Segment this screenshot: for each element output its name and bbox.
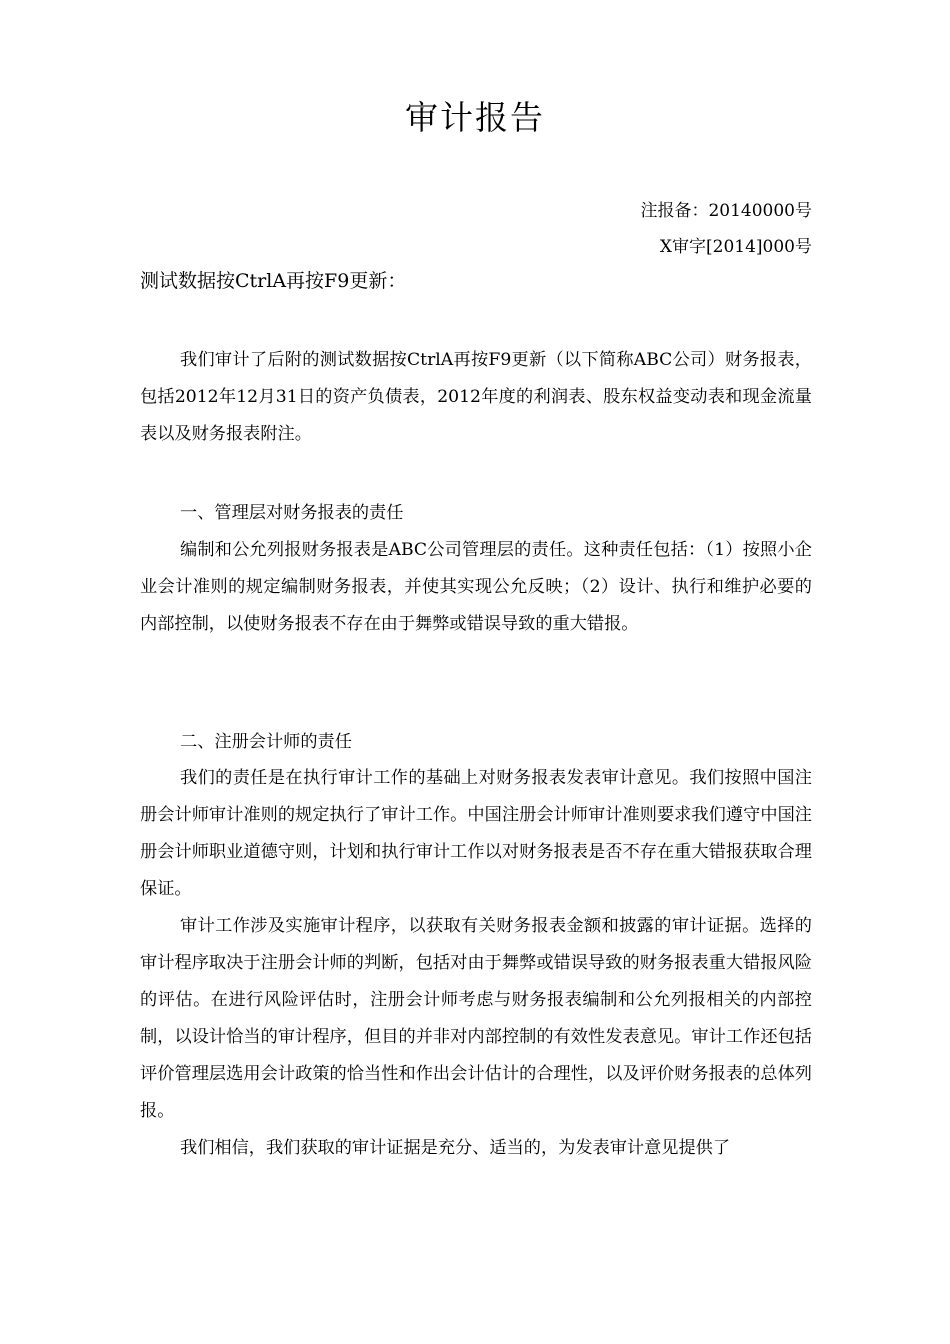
section1-paragraph: 编制和公允列报财务报表是ABC公司管理层的责任。这种责任包括：（1）按照小企业会计准则的规定编制财务报表，并使其实现公允反映；（2）设计、执行和维护必要的内部控制，以使财务报表不存在由于舞弊或错误导致的重大错报。 <box>140 540 812 634</box>
report-number: X审字[2014]000号 <box>659 237 812 257</box>
section2-body <box>140 760 812 1167</box>
filing-number: 注报备：20140000号 <box>640 201 812 221</box>
section2-paragraph-1: 我们的责任是在执行审计工作的基础上对财务报表发表审计意见。我们按照中国注册会计师审计准则的规定执行了审计工作。中国注册会计师审计准则要求我们遵守中国注册会计师职业道德守则，计划和执行审计工作以对财务报表是否不存在重大错报获取合理保证。 <box>140 768 812 899</box>
section2-paragraph-3: 我们相信，我们获取的审计证据是充分、适当的，为发表审计意见提供了 <box>180 1138 731 1158</box>
intro-paragraph: 我们审计了后附的测试数据按CtrlA再按F9更新（以下简称ABC公司）财务报表，包括2012年12月31日的资产负债表，2012年度的利润表、股东权益变动表和现金流量表以及财务报表附注。 <box>140 350 812 444</box>
intro-section <box>140 342 812 453</box>
section2-heading: 二、注册会计师的责任 <box>180 732 352 752</box>
section1-body <box>140 532 812 643</box>
section1-heading: 一、管理层对财务报表的责任 <box>180 503 404 523</box>
section2-paragraph-2: 审计工作涉及实施审计程序，以获取有关财务报表金额和披露的审计证据。选择的审计程序取决于注册会计师的判断，包括对由于舞弊或错误导致的财务报表重大错报风险的评估。在进行风险评估时，注册会计师考虑与财务报表编制和公允列报相关的内部控制，以设计恰当的审计程序，但目的并非对内部控制的有效性发表意见。审计工作还包括评价管理层选用会计政策的恰当性和作出会计估计的合理性，以及评价财务报表的总体列报。 <box>140 916 812 1121</box>
report-title: 审计报告 <box>405 98 545 137</box>
addressee: 测试数据按CtrlA再按F9更新： <box>140 270 407 292</box>
